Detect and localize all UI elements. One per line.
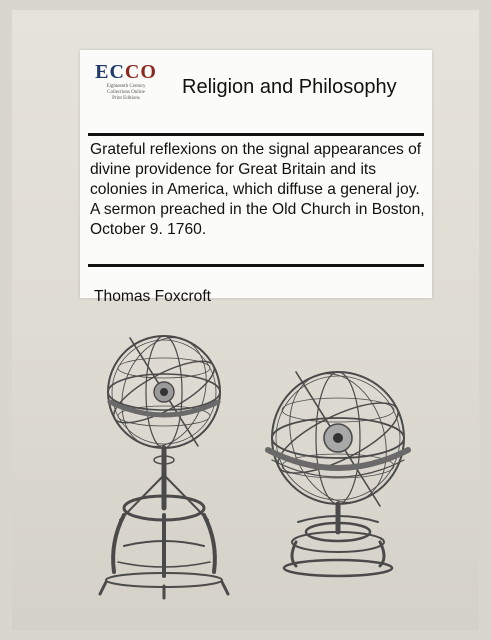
armillary-sphere-icon xyxy=(100,326,228,598)
armillary-sphere-icon xyxy=(268,361,408,576)
ecco-logo-line-3: Print Editions xyxy=(112,96,140,101)
ecco-logo xyxy=(88,60,164,124)
cover-illustration xyxy=(92,310,428,610)
book-title: Grateful reflexions on the signal appearances of divine providence for Great Britain and its colonies in America, which diffuse a general joy. A sermon preached in the Old Church in Boston, October 9. 1760. xyxy=(90,141,425,238)
ecco-logo-line-1: Eighteenth Century xyxy=(106,84,146,89)
title-panel xyxy=(80,50,432,305)
series-title: Religion and Philosophy xyxy=(182,76,397,98)
book-cover xyxy=(12,10,479,630)
bottom-rule xyxy=(88,264,424,267)
author-name: Thomas Foxcroft xyxy=(94,288,211,305)
top-rule xyxy=(88,133,424,136)
ecco-logo-mark: ECCO xyxy=(95,61,157,83)
ecco-logo-line-2: Collections Online xyxy=(107,90,145,95)
